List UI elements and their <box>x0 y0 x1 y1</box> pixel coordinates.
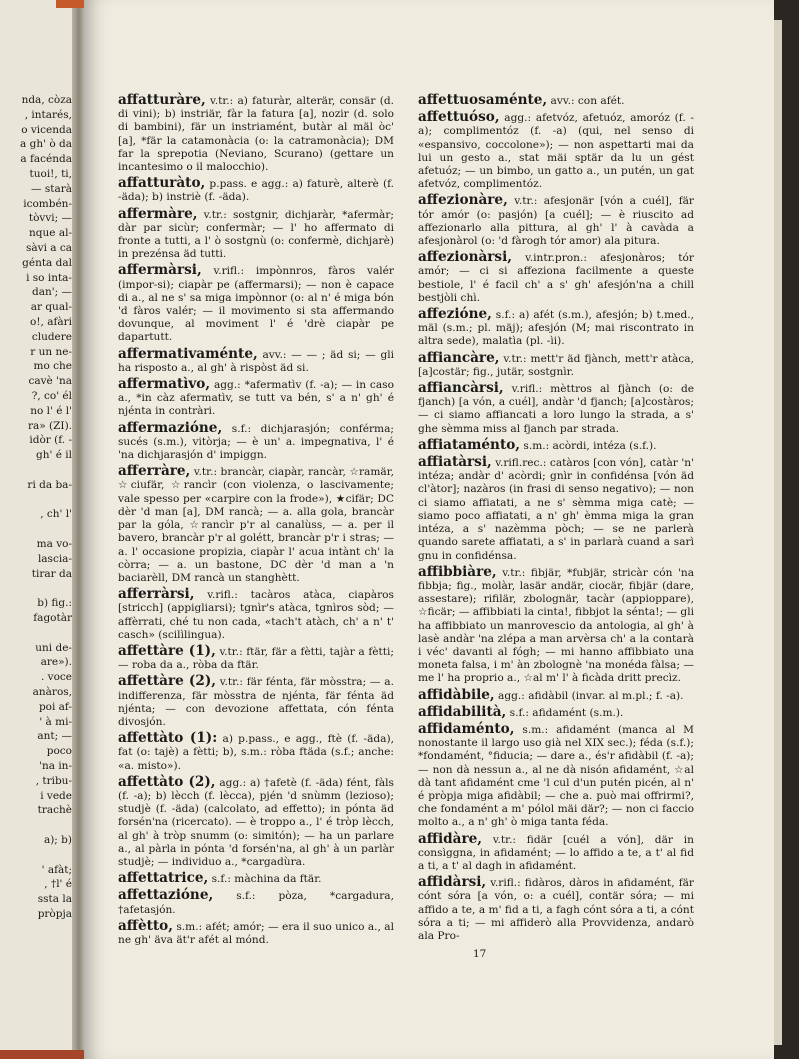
left-page-line: cludere <box>31 330 72 343</box>
entry-headword: affermatìvo, <box>118 376 211 393</box>
dictionary-entry <box>418 830 694 874</box>
left-page-line: icombén- <box>23 197 72 210</box>
left-page-line: pròpja <box>37 908 72 920</box>
dictionary-entry <box>118 889 394 916</box>
entry-definition: s.f.: dichjarasjón; conférma; sucés (s.m.), vitòrja; — è un' a. impegnativa, l' é 'na dichjarasjón d' impiggn. <box>118 422 394 462</box>
left-page-line: no l' é l' <box>30 404 72 417</box>
entry-definition: v.tr.: sostgnir, dichjaràr, *afermàr; dàr par sicùr; confermàr; — l' ho affermato di fronte a tutti, a l' ò sostgnù (o: confermè, dichjarè) in prezénsa äd tutti. <box>118 208 394 261</box>
left-page-line: o vicenda <box>21 123 72 136</box>
left-page-line: fagotàr <box>33 612 72 624</box>
entry-definition: agg.: afetvóz, afetuóz, amoróz (f. -a); complimentóz (f. -a) (qui, nel senso di «espansivo, coccolone»); — non aspettarti mai da lui un gesto a., stat mäi sptär da lu un gést afetuóz; — un bimbo, un gatto a., un putén, un gat afetvóz, complimentóz. <box>418 112 695 191</box>
dictionary-entry <box>418 382 694 436</box>
entry-definition: s.f.: a) afét (s.m.), afesjón; b) t.med., mäl (s.m.; pl. mäj); afesjón (M; mai riscontrato in altra sede), malatìa (pl. -ìi). <box>418 309 694 348</box>
dictionary-entry <box>418 686 694 703</box>
left-page-line: ant; — <box>37 730 72 743</box>
entry-headword: affibbiàre, <box>418 563 497 580</box>
left-page-line: ?, co' él <box>31 390 72 402</box>
left-page-line: b) fig.: <box>37 597 72 610</box>
page-number: 17 <box>473 948 487 960</box>
page-edges <box>774 20 782 1045</box>
entry-headword: affidabilità, <box>418 703 507 720</box>
dictionary-entry <box>118 345 395 375</box>
entry-definition: avv.: — — ; äd si; — gli ha risposto a., al gh' à rispòst äd si. <box>118 348 395 374</box>
entry-definition: agg.: a) †afetè (f. -äda) fént, fàls (f. -a); b) lècch (f. lècca), pjén 'd snùmm (lezioso); studjè (f. -äda) (calcolato, ad effetto); in pónta äd forsén'na (ricercato). — è troppo a., l' é tròp lècch, al gh' à tròp snumm (o: simitón); — ha un parlare a., al pàrla in pónta 'd forsén'na, al gh' à un parlàr studjè; — individuo a., *cargadùra. <box>118 776 394 868</box>
left-page-line: anàros, <box>32 686 72 698</box>
left-page-line: tuoi!, ti, <box>29 168 72 180</box>
entry-headword: affiataménto, <box>418 436 521 453</box>
entry-definition: p.pass. e agg.: a) faturè, alterè (f. -äda); b) instriè (f. -äda). <box>118 178 394 204</box>
left-page-line: nque al- <box>29 227 72 240</box>
entry-headword: afferràre, <box>118 463 191 480</box>
dictionary-entry <box>118 264 394 344</box>
left-page-line: a gh' ò da <box>20 138 72 151</box>
dictionary-entry <box>418 703 694 720</box>
entry-headword: affidàre, <box>418 830 482 847</box>
left-page-line: ' à mi- <box>39 715 72 728</box>
dictionary-entry <box>418 194 694 248</box>
entry-definition: avv.: con afét. <box>550 95 625 107</box>
left-page-line: , †l' é <box>44 878 72 891</box>
left-page-line: 'na in- <box>39 760 72 772</box>
dictionary-entry <box>418 308 694 349</box>
column-left <box>118 94 394 950</box>
left-page-line: a facénda <box>20 153 72 166</box>
entry-headword: affettuosaménte, <box>418 92 548 108</box>
dictionary-entry <box>118 773 394 869</box>
left-page-line: trachè <box>37 804 72 817</box>
left-page-line: ra» (ZI). <box>27 419 72 432</box>
entry-headword: affettàre (1), <box>118 642 216 659</box>
left-page-line: ' afàt; <box>41 863 72 876</box>
dictionary-entry <box>118 732 394 773</box>
entry-definition: s.f.: màchina da ftär. <box>211 873 322 886</box>
entry-definition: s.m.: afét; amór; — era il suo unico a., al ne gh' äva ät'r afét al mónd. <box>118 920 394 946</box>
dictionary-entry <box>118 872 394 886</box>
entry-headword: affettàto (1): <box>118 730 218 747</box>
entry-definition: v.tr.: a) faturàr, alterär, consär (d. di vini); b) instriär, fàr la fatura [a], nozir (d. solo di bambini), fär un instriamént, butàr al mäl òc' [a], *fär la catamonàcia (o: la catramonàcia); DM far la sprepotia (Neviano, Scurano) (gettare un incantesimo o il malocchio). <box>118 95 394 174</box>
dictionary-entry <box>418 456 694 563</box>
left-page-line: nda, còza <box>21 94 72 106</box>
entry-definition: v.tr.: afesjonär [vón a cuél], fär tór amór (o: pasjón) [a cuél]; — è riuscito ad affezionarlo alla pittura, al gh' l' à cavàda a afesjonàrol (o: 'd fàrogh tór amor) ala pitura. <box>418 195 694 248</box>
left-page-line: tirar da <box>31 567 72 580</box>
entry-definition: s.f.: pòza, *cargadura, †afetasjón. <box>118 890 394 916</box>
entry-definition: s.f.: afidamént (s.m.). <box>509 706 624 719</box>
dictionary-entry <box>118 465 394 585</box>
entry-headword: affermazióne, <box>118 419 223 436</box>
entry-headword: affettazióne, <box>118 887 214 904</box>
dictionary-entry <box>118 94 394 174</box>
dictionary-entry <box>118 675 394 729</box>
left-page-line: are»). <box>40 656 72 669</box>
dictionary-entry <box>418 111 694 191</box>
entry-definition: v.tr.: ftär, fär a fètti, tajàr a fètti; — roba da a., ròba da ftär. <box>118 645 394 672</box>
entry-definition: v.tr.: fidär [cuél a vón], där in consìggna, in afidamént; — lo affido a te, a t' al fid a ti, a t' al dagh in afidamént. <box>418 833 694 872</box>
entry-headword: affermativaménte, <box>118 345 258 362</box>
entry-headword: affiancàre, <box>418 349 500 366</box>
dictionary-entry <box>118 378 394 419</box>
dictionary-entry <box>118 917 394 947</box>
entry-definition: s.m.: afidamént (manca al M nonostante il largo uso già nel XIX sec.); féda (s.f.); *fondamént, °fiducia; — dare a., és'r afidàbil (f. -a); — non dà nessun a., al ne dà nisón afidamént, ☆al dà tant afidamént cme 'l cul d'un putén picén, al n' é pròpja miga afidàbil; — che a. può mai offrirmi?, che fondamént a m' pólol mäi där?; — non ci faccio molto a., a n' gh' ò miga tanta féda. <box>418 723 695 829</box>
column-right <box>418 94 694 946</box>
left-page-line: . voce <box>40 671 72 684</box>
entry-headword: affiatàrsi, <box>418 454 492 471</box>
cover-edge-bottom <box>0 1050 84 1059</box>
entry-definition: v.tr.: mett'r äd fjànch, mett'r atàca, [a]costär; fig., jutär, sostgnìr. <box>418 352 694 378</box>
dictionary-entry <box>418 436 694 453</box>
left-page-fragment <box>0 0 78 1059</box>
entry-definition: a) p.pass., e agg., ftè (f. -äda), fat (o: tajè) a fètti; b), s.m.: ròba ftäda (s.f.; anche: «a. misto»). <box>118 733 394 772</box>
entry-definition: v.rifl.: tacàros atàca, ciapàros [stricch] (appigliarsi); tgnìr's atàca, tgnìros sòd; — affèrrati, ché tu non cada, «tach't atàch, ch' a n' t' casch» (scilìlingua). <box>118 589 394 641</box>
entry-headword: affiancàrsi, <box>418 380 504 397</box>
dictionary-entry <box>118 588 394 642</box>
left-page-line: , tribu- <box>35 774 72 787</box>
left-page-line: tòvvi; — <box>28 212 72 225</box>
entry-definition: agg.: afidàbil (invar. al m.pl.; f. -a). <box>498 689 684 702</box>
entry-headword: affettuóso, <box>418 109 500 126</box>
dictionary-entry <box>118 642 394 672</box>
left-page-line: ri da ba- <box>27 478 72 491</box>
left-page-line: , intarés, <box>24 108 72 121</box>
entry-headword: affatturàto, <box>118 175 206 192</box>
dictionary-entry <box>118 177 394 204</box>
left-page-line: uni de- <box>35 641 72 654</box>
dictionary-entry <box>418 349 694 379</box>
entry-headword: affezionàre, <box>418 192 508 209</box>
entry-definition: v.rifl.rec.: catàros [con vón], catàr 'n' intéza; andàr d' acòrdi; gnìr in confidénsa [vón äd cl'àtor]; nazàros (in frasi di senso negativo); — non ci siamo affiatati, a ne s' sèmma miga catè; — siamo poco affiatati, a n' gh' èmma miga la gran intéza, a s' nazèmma pòch; — se ne parlerà quando sarete affiatati, a s' in parlarà cuand a sarì gnu in confidénsa. <box>418 457 694 562</box>
entry-headword: affidàrsi, <box>418 874 487 891</box>
entry-definition: agg.: *afermatìv (f. -a); — in caso a., *in càz afermatìv, se tutt va bén, s' a n' gh' é njénta in contràri. <box>118 379 394 418</box>
entry-headword: afferràrsi, <box>118 586 195 603</box>
entry-definition: v.rifl.: mèttros al fjànch (o: de fjanch) [a vón, a cuél], andàr 'd fjanch; [a]costàros; — ci siamo affiancati a loro lungo la strada, a s' ghe sèmma miss al fjanch par strada. <box>418 383 694 435</box>
entry-definition: s.m.: acòrdi, intéza (s.f.). <box>523 439 657 452</box>
left-page-line: i vede <box>40 789 72 802</box>
dictionary-entry <box>418 94 694 108</box>
left-page-line: lascia- <box>37 552 72 565</box>
entry-headword: affettatrice, <box>118 870 209 887</box>
dictionary-entry <box>418 251 694 305</box>
entry-headword: affezióne, <box>418 306 492 323</box>
entry-headword: affidaménto, <box>418 720 515 737</box>
entry-headword: affezionàrsi, <box>418 249 512 266</box>
left-page-line: — starà <box>31 182 72 195</box>
dictionary-entry <box>418 563 695 686</box>
dictionary-entry <box>118 419 394 463</box>
entry-definition: v.tr.: brancàr, ciapàr, rancàr, ☆ramär, ☆ciufär, ☆rancìr (con violenza, o lascivamente; vale spesso per «carpire con la frode»), ★cifär; DC dèr 'd man [a], DM rancà; — a. alla gola, brancàr par la góla, ☆rancìr p'r al canalùss, — a. per il bavero, brancàr p'r al golétt, brancàr p'r i stras; — a. l' occasione propizia, ciapàr l' acua intànt ch' la còrra; — a. un bastone, DC dèr 'd man a 'n baciarèll, DM rancà un stanghètt. <box>118 466 394 584</box>
left-page-line: idòr (f. - <box>29 434 72 447</box>
entry-definition: v.rifl.: impònnros, fàros valér (impor-si); ciapàr pe (affermarsi); — non è capace di a., al ne s' sa miga impònnor (o: al n' é miga bón 'd fàros valér; — il movimento si sta affermando dovunque, al moviment l' é 'drè ciapàr pe dapartutt. <box>118 265 395 344</box>
cover-edge-top <box>56 0 86 8</box>
dictionary-page <box>84 0 774 1059</box>
left-page-line: mo che <box>33 360 72 373</box>
dictionary-entry <box>418 876 694 943</box>
entry-definition: v.rifl.: fidàros, dàros in afidamént, fär cónt sóra [a vón, o: a cuél], contär sóra; — mi affido a te, a m' fid a ti, a fagh cónt sóra a ti, a cónt sóra a ti; — mi affiderò alla Provvidenza, andarò ala Pro- <box>418 877 694 942</box>
left-page-line: o!, afàri <box>30 316 72 328</box>
left-page-line: ssta la <box>37 893 72 906</box>
entry-definition: v.tr.: fibjär, *fubjär, stricàr cón 'na fibbja; fig., molàr, lasär andär, ciocär, fibjär (dare, assestare); rifilär, zbolognär, tacàr (appioppare), ☆ficär; — affibbiati la cinta!, fibbjot la sénta!; — gli ha affibbiato un manrovescio da antologia, al gh' à lasè andàr 'na zlépa a man arvèrsa ch' a la contarà i véc' davanti al fógh; — mi hanno affibbiato una moneta falsa, i m' àn zbolognè 'na monéda fàlsa; — me l' ha proprio a., ☆al m' l' à ficàda dritt precìz. <box>418 566 695 685</box>
left-page-line: poco <box>46 745 72 758</box>
entry-headword: affermàrsi, <box>118 262 202 279</box>
left-page-line: ma vo- <box>36 538 72 550</box>
entry-headword: affètto, <box>118 917 173 934</box>
left-page-line: i so inta- <box>26 271 72 284</box>
entry-headword: affidàbile, <box>418 686 495 703</box>
dictionary-entry <box>118 205 394 262</box>
left-page-line: poi af- <box>38 700 72 713</box>
left-page-line: cavè 'na <box>28 375 72 388</box>
left-page-line: dan'; — <box>31 286 72 299</box>
entry-definition: v.tr.: fär fénta, fär mòsstra; — a. indifferenza, fär mòsstra de njénta, fär fénta äd njénta; — con devozione affettata, cón fénta divosjón. <box>118 676 394 728</box>
entry-headword: affettàto (2), <box>118 773 216 790</box>
left-page-line: gh' é il <box>36 449 72 462</box>
left-page-line: sàvi a ca <box>25 242 72 254</box>
dictionary-entry <box>418 720 695 830</box>
left-page-line: r un ne- <box>30 345 72 358</box>
left-page-line: , ch' l' <box>40 508 72 521</box>
entry-headword: affatturàre, <box>118 92 206 108</box>
entry-definition: v.intr.pron.: afesjonàros; tór amór; — ci si affeziona facilmente a queste bestiole, l' é facil ch' a s' gh' afesjón'na a chill bestjòli chì. <box>418 252 694 304</box>
left-page-line: génta dal <box>22 256 72 269</box>
left-page-line: ar qual- <box>30 301 72 314</box>
entry-headword: affettàre (2), <box>118 673 216 690</box>
entry-headword: affermàre, <box>118 205 198 222</box>
left-page-line: a); b) <box>43 834 72 846</box>
